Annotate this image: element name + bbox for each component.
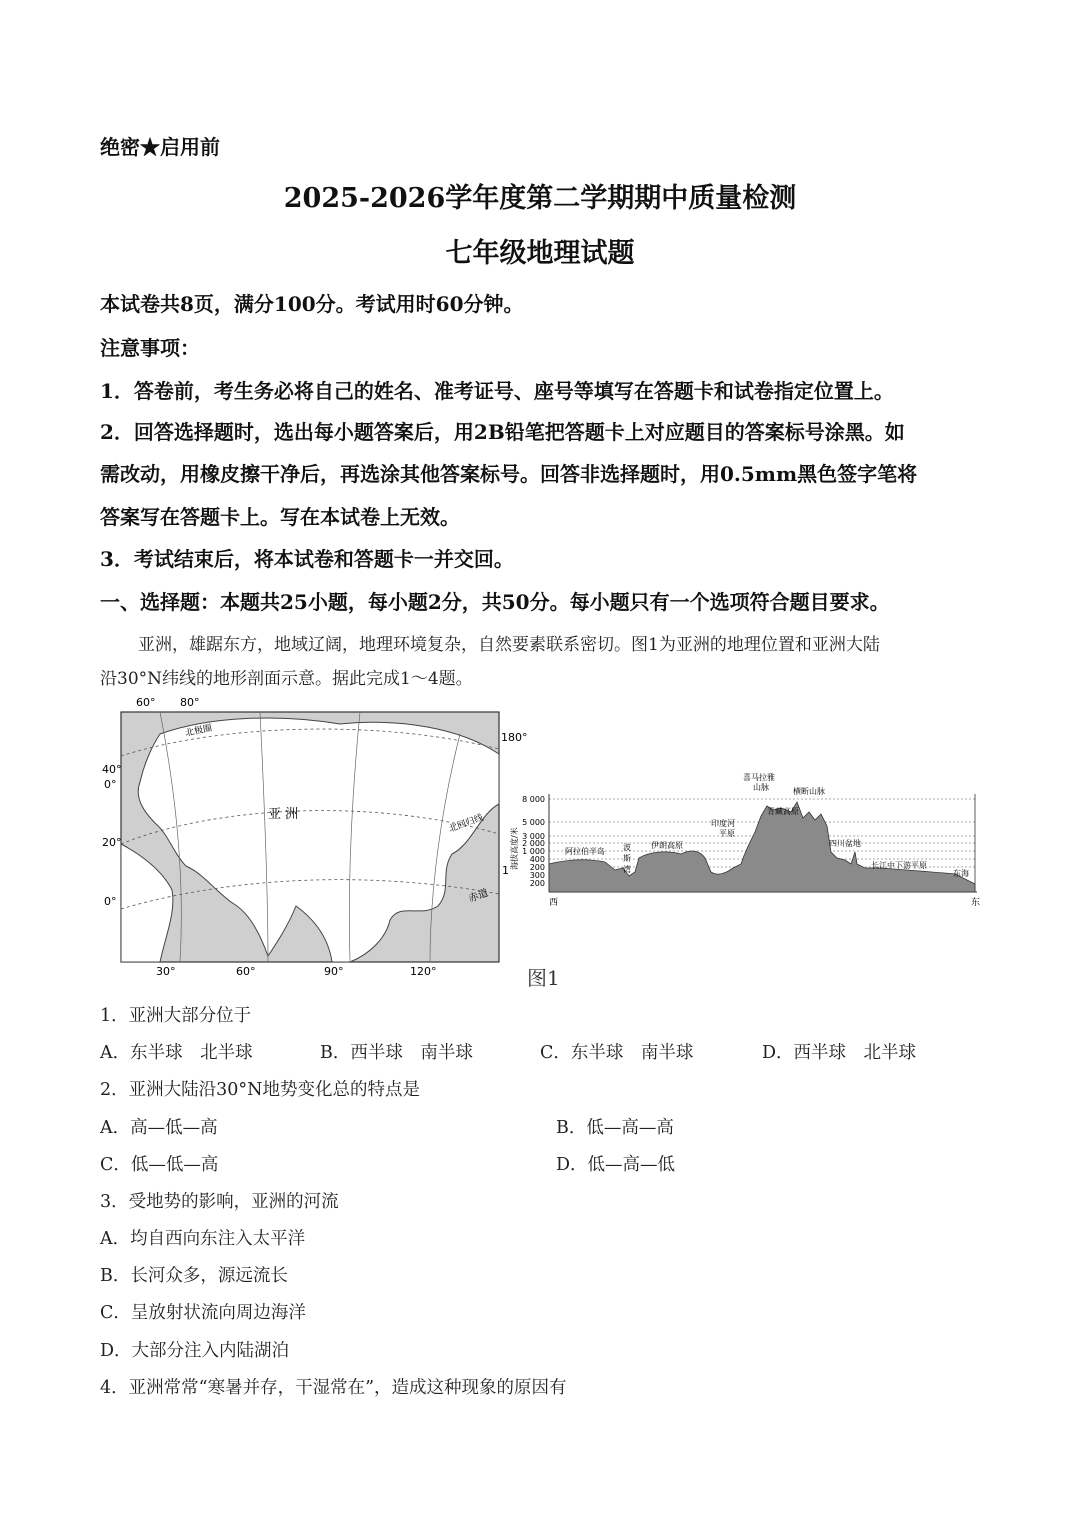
question-3-option-c[interactable]: C．呈放射状流向周边海洋 (100, 1303, 306, 1323)
question-2-stem: 2．亚洲大陆沿30°N地势变化总的特点是 (100, 1080, 420, 1100)
notice-item-1: 1．答卷前，考生务必将自己的姓名、准考证号、座号等填写在答题卡和试卷指定位置上。 (100, 379, 894, 403)
profile-x-east: 东 (971, 898, 981, 908)
profile-x-west: 西 (549, 898, 559, 908)
label-hengduan: 横断山脉 (793, 787, 825, 796)
label-persian-2: 斯 (623, 854, 631, 863)
question-1-option-a[interactable]: A．东半球 北半球 (100, 1043, 253, 1063)
profile-y-tick: 1 000 (522, 847, 545, 856)
notice-item-2-line-3: 答案写在答题卡上。写在本试卷上无效。 (100, 505, 460, 529)
map-lon-label: 60° (236, 965, 256, 978)
question-4-stem: 4．亚洲常常“寒暑并存，干湿常在”，造成这种现象的原因有 (100, 1378, 567, 1398)
question-2-option-c[interactable]: C．低—低—高 (100, 1155, 219, 1175)
profile-y-tick: 200 (529, 863, 545, 872)
exam-subtitle: 七年级地理试题 (445, 238, 635, 269)
profile-y-tick: 400 (529, 855, 545, 864)
section-heading: 一、选择题：本题共25小题，每小题2分，共50分。每小题只有一个选项符合题目要求。 (100, 590, 890, 614)
profile-y-tick: 5 000 (522, 818, 545, 827)
profile-y-tick: 300 (529, 871, 545, 880)
question-3-option-b[interactable]: B．长河众多，源远流长 (100, 1266, 288, 1286)
question-2-option-a[interactable]: A．高—低—高 (100, 1118, 218, 1138)
map-label-marker: 1 (502, 864, 509, 877)
question-3-stem: 3．受地势的影响，亚洲的河流 (100, 1192, 339, 1212)
question-3-option-d[interactable]: D．大部分注入内陆湖泊 (100, 1341, 290, 1361)
map-lat-label: 40° (102, 763, 122, 776)
profile-y-axis-title: 海拔高度/米 (510, 827, 519, 870)
notice-item-3: 3．考试结束后，将本试卷和答题卡一并交回。 (100, 547, 514, 571)
figure-caption: 图1 (527, 966, 560, 990)
map-lat-label: 20° (102, 836, 122, 849)
terrain-profile-chart (505, 772, 990, 912)
notice-item-2-line-1: 2．回答选择题时，选出每小题答案后，用2B铅笔把答题卡上对应题目的答案标号涂黑。如 (100, 420, 905, 444)
map-lat-label: 0° (104, 895, 117, 908)
map-lon-label: 120° (410, 965, 437, 978)
profile-y-tick: 3 000 (522, 832, 545, 841)
label-himalaya-1: 喜马拉雅 (743, 773, 775, 782)
notice-title: 注意事项： (100, 336, 200, 360)
label-arabia: 阿拉伯半岛 (565, 847, 605, 856)
question-3-option-a[interactable]: A．均自西向东注入太平洋 (100, 1229, 306, 1249)
question-2-option-d[interactable]: D．低—高—低 (556, 1155, 676, 1175)
profile-y-tick: 8 000 (522, 795, 545, 804)
label-east-sea: 东海 (953, 869, 969, 878)
question-1-option-c[interactable]: C．东半球 南半球 (540, 1043, 694, 1063)
label-iran: 伊朗高原 (651, 841, 683, 850)
map-lon-label: 30° (156, 965, 176, 978)
label-indus-1: 印度河 (711, 819, 735, 828)
label-qinghai-tibet: 青藏高原 (767, 807, 799, 816)
map-lon-label: 60° (136, 696, 156, 709)
exam-info: 本试卷共8页，满分100分。考试用时60分钟。 (100, 292, 524, 316)
map-lon-label: 80° (180, 696, 200, 709)
label-persian-3: 湾 (623, 865, 631, 874)
label-indus-2: 平原 (719, 829, 735, 838)
profile-y-tick: 200 (529, 879, 545, 888)
label-yangtze: 长江中下游平原 (871, 861, 927, 870)
profile-y-tick: 2 000 (522, 839, 545, 848)
question-1-stem: 1．亚洲大部分位于 (100, 1006, 252, 1026)
confidential-mark: 绝密★启用前 (100, 135, 220, 159)
passage-line-1: 亚洲，雄踞东方，地域辽阔，地理环境复杂，自然要素联系密切。图1为亚洲的地理位置和亚洲大陆 (138, 635, 880, 655)
map-lon-label: 180° (501, 731, 528, 744)
label-sichuan: 四川盆地 (829, 839, 861, 848)
map-label-arctic-circle: 北极圈 (184, 723, 214, 739)
map-lat-label: 0° (104, 778, 117, 791)
exam-title: 2025-2026学年度第二学期期中质量检测 (283, 183, 797, 214)
passage-line-2: 沿30°N纬线的地形剖面示意。据此完成1～4题。 (100, 669, 473, 689)
label-himalaya-2: 山脉 (753, 783, 769, 792)
map-lon-label: 90° (324, 965, 344, 978)
label-persian-1: 波 (623, 843, 631, 852)
map-label-tropic-of-cancer: 北回归线 (447, 813, 485, 835)
map-label-asia: 亚 洲 (268, 807, 299, 822)
map-label-equator: 赤道 (467, 887, 490, 905)
question-1-option-d[interactable]: D．西半球 北半球 (762, 1043, 917, 1063)
question-2-option-b[interactable]: B．低—高—高 (556, 1118, 674, 1138)
notice-item-2-line-2: 需改动，用橡皮擦干净后，再选涂其他答案标号。回答非选择题时，用0.5mm黑色签字笔将 (100, 462, 918, 486)
question-1-option-b[interactable]: B．西半球 南半球 (320, 1043, 473, 1063)
